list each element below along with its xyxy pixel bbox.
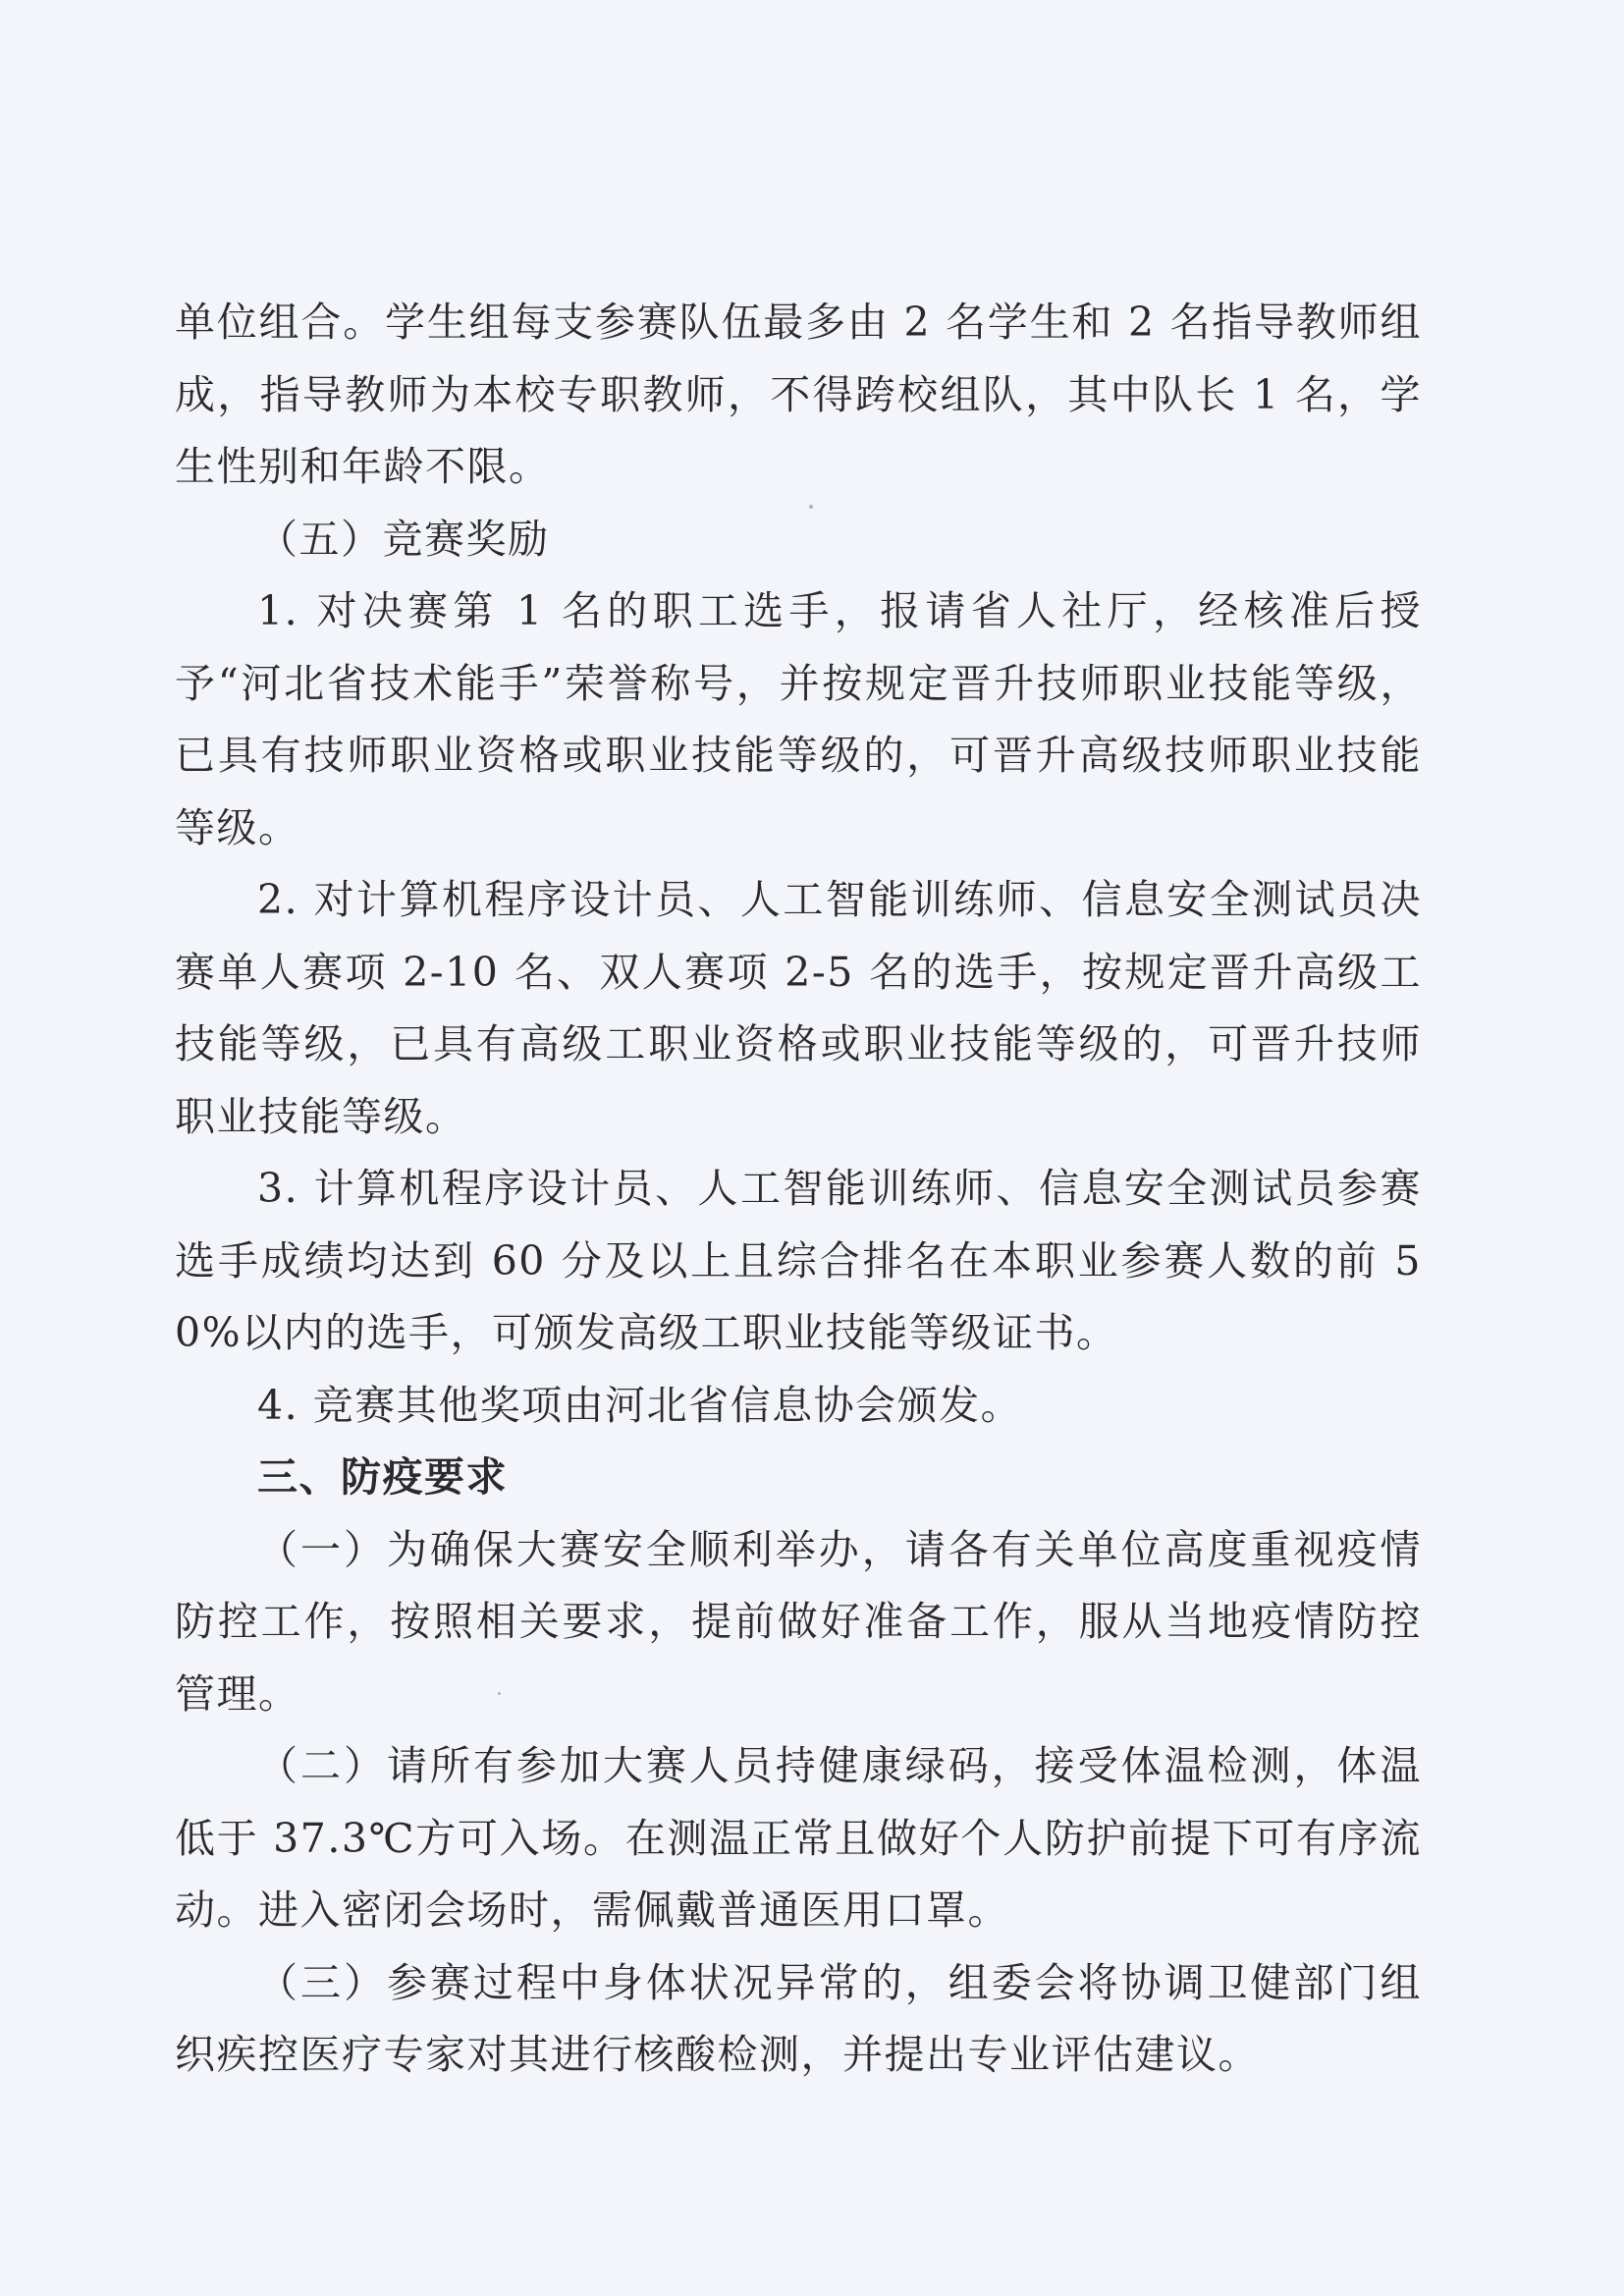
paragraph-epidemic-2: （二）请所有参加大赛人员持健康绿码，接受体温检测，体温低于 37.3℃方可入场。在测温正常且做好个人防护前提下可有序流动。进入密闭会场时，需佩戴普通医用口罩。	[175, 1742, 1422, 1934]
subheading-awards: （五）竞赛奖励	[257, 515, 550, 563]
paragraph-award-4: 4. 竞赛其他奖项由河北省信息协会颁发。	[257, 1381, 1023, 1429]
paragraph-award-1: 1. 对决赛第 1 名的职工选手，报请省人社厅，经核准后授予“河北省技术能手”荣誉称号，并按规定晋升技师职业技能等级，已具有技师职业资格或职业技能等级的，可晋升高级技师职业技能等级。	[175, 587, 1422, 851]
paragraph-epidemic-1: （一）为确保大赛安全顺利举办，请各有关单位高度重视疫情防控工作，按照相关要求，提前做好准备工作，服从当地疫情防控管理。	[175, 1525, 1422, 1718]
paragraph-team-composition: 单位组合。学生组每支参赛队伍最多由 2 名学生和 2 名指导教师组成，指导教师为本校专职教师，不得跨校组队，其中队长 1 名，学生性别和年龄不限。	[175, 299, 1422, 490]
paragraph-epidemic-3: （三）参赛过程中身体状况异常的，组委会将协调卫健部门组织疾控医疗专家对其进行核酸检测，并提出专业评估建议。	[175, 1958, 1422, 2078]
paragraph-award-2: 2. 对计算机程序设计员、人工智能训练师、信息安全测试员决赛单人赛项 2-10 名、双人赛项 2-5 名的选手，按规定晋升高级工技能等级，已具有高级工职业资格或职业技能等级的，可晋升技师职业技能等级。	[175, 876, 1422, 1140]
paragraph-award-3: 3. 计算机程序设计员、人工智能训练师、信息安全测试员参赛选手成绩均达到 60 分及以上且综合排名在本职业参赛人数的前 50%以内的选手，可颁发高级工职业技能等级证书。	[175, 1165, 1422, 1356]
document-body	[175, 287, 1422, 2092]
section-heading-epidemic: 三、防疫要求	[257, 1453, 508, 1501]
